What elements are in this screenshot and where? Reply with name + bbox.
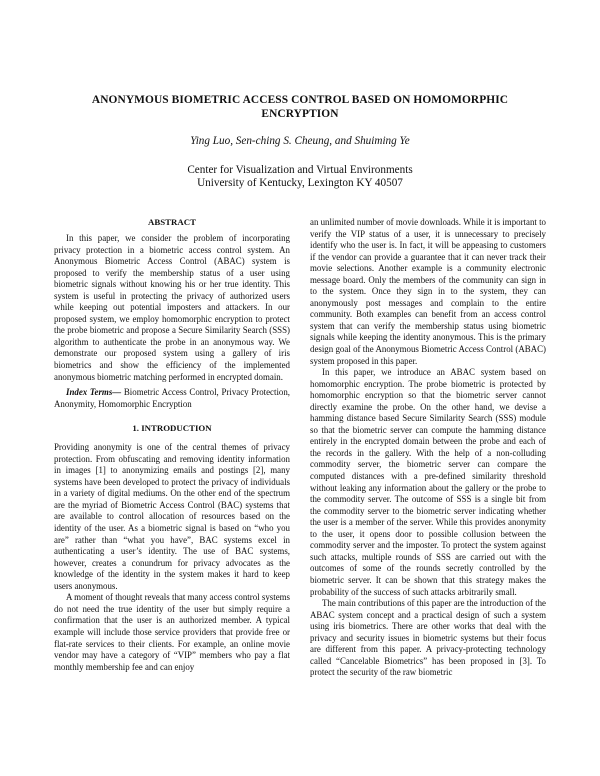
abstract-text: In this paper, we consider the problem of incorporating privacy protection in a biometric access control system. An Anonymous Biometric Access Control (ABAC) system is proposed to verify the membership status of a user using biometric signals without knowing his or her true identity. This system is useful in protecting the privacy of authorized users while keeping out potential imposters and attackers. In our proposed system, we employ homomorphic encryption to protect the probe biometric and propose a Secure Similarity Search (SSS) algorithm to authenticate the probe in an anonymous way. We demonstrate our proposed system using a gallery of iris biometrics and show the efficiency of the implemented anonymous biometric matching performed in encrypted domain. — [54, 233, 290, 382]
title-line-1: ANONYMOUS BIOMETRIC ACCESS CONTROL BASED ON HOMOMORPHIC — [91, 94, 509, 106]
intro-paragraph-1: Providing anonymity is one of the central themes of privacy protection. From obfuscating and removing identity information in images [1] to anonymizing emails and postings [2], many systems have been developed to protect the privacy of individuals in a variety of digital mediums. On the other end of the spectrum are the myriad of Biometric Access Control (BAC) systems that are available to control allocation of resources based on the identity of the user. As a biometric signal is based on “who you are” rather than “what you have”, BAC systems excel in authenticating a user’s identity. The use of BAC systems, however, creates a conundrum for privacy advocates as the knowledge of the identity in the system makes it hard to keep users anonymous. — [54, 442, 290, 591]
left-column — [54, 216, 290, 673]
abstract-heading: ABSTRACT — [148, 217, 196, 227]
index-terms — [54, 387, 290, 410]
right-column — [310, 217, 546, 679]
paper-title — [50, 94, 550, 121]
index-terms-label: Index Terms— — [66, 387, 122, 398]
affiliation-line-1: Center for Visualization and Virtual Environments — [187, 164, 413, 176]
intro-paragraph-2: A moment of thought reveals that many access control systems do not need the true identity of the user but simply require a confirmation that the user is an authorized member. A typical example will include those service providers that provide free or flat-rate services to their clients. For example, an online movie vendor may have a category of “VIP” members who pay a flat monthly membership fee and can enjoy — [54, 592, 290, 672]
paper-authors: Ying Luo, Sen-ching S. Cheung, and Shuiming Ye — [190, 135, 410, 147]
intro-paragraph-2-continued: an unlimited number of movie downloads. While it is important to verify the VIP status of a user, it is unnecessary to precisely identify who the user is. In fact, it will be appeasing to customers if the vendor can provide a guarantee that it can never track their movie selections. Another example is a community electronic message board. Only the members of the community can sign in to the system. Once they sign in to the system, they can anonymously post messages and complain to the entire community. Both examples can benefit from an access control system that can verify the membership status using biometric signals while keeping the identity anonymous. This is the primary design goal of the Anonymous Biometric Access Control (ABAC) system proposed in this paper. — [310, 217, 546, 366]
title-line-2: ENCRYPTION — [261, 107, 339, 120]
index-terms-text: Biometric Access Control, Privacy Protection, Anonymity, Homomorphic Encryption — [54, 387, 291, 409]
introduction-heading: 1. INTRODUCTION — [132, 423, 212, 434]
paper-affiliation — [50, 164, 550, 191]
intro-paragraph-3: In this paper, we introduce an ABAC system based on homomorphic encryption. The probe biometric is protected by homomorphic encryption so that the biometric server cannot directly examine the probe. On the other hand, we devise a hamming distance based Secure Similarity Search (SSS) module so that the biometric server can compute the hamming distance entirely in the encrypted domain between the probe and each of the records in the gallery. With the help of a non-colluding commodity server, the biometric server can compare the computed distances with a pre-defined similarity threshold without leaking any information about the gallery or the probe to the commodity server. The outcome of SSS is a single bit from the commodity server to the biometric server indicating whether the user is a member of the server. While this provides anonymity to the user, it opens door to possible collusion between the commodity server and the imposter. To protect the system against such attacks, multiple rounds of SSS are carried out with the outcomes of some of the rounds secretly controlled by the biometric server. It can be shown that this strategy makes the probability of the success of such attacks arbitrarily small. — [310, 367, 546, 597]
intro-paragraph-4: The main contributions of this paper are the introduction of the ABAC system concept and a practical design of such a system using iris biometrics. There are other works that deal with the privacy and security issues in biometric systems but their focus are different from this paper. A privacy-protecting technology called “Cancelable Biometrics” has been proposed in [3]. To protect the security of the raw biometric — [310, 598, 546, 678]
affiliation-line-2: University of Kentucky, Lexington KY 40507 — [197, 177, 403, 190]
